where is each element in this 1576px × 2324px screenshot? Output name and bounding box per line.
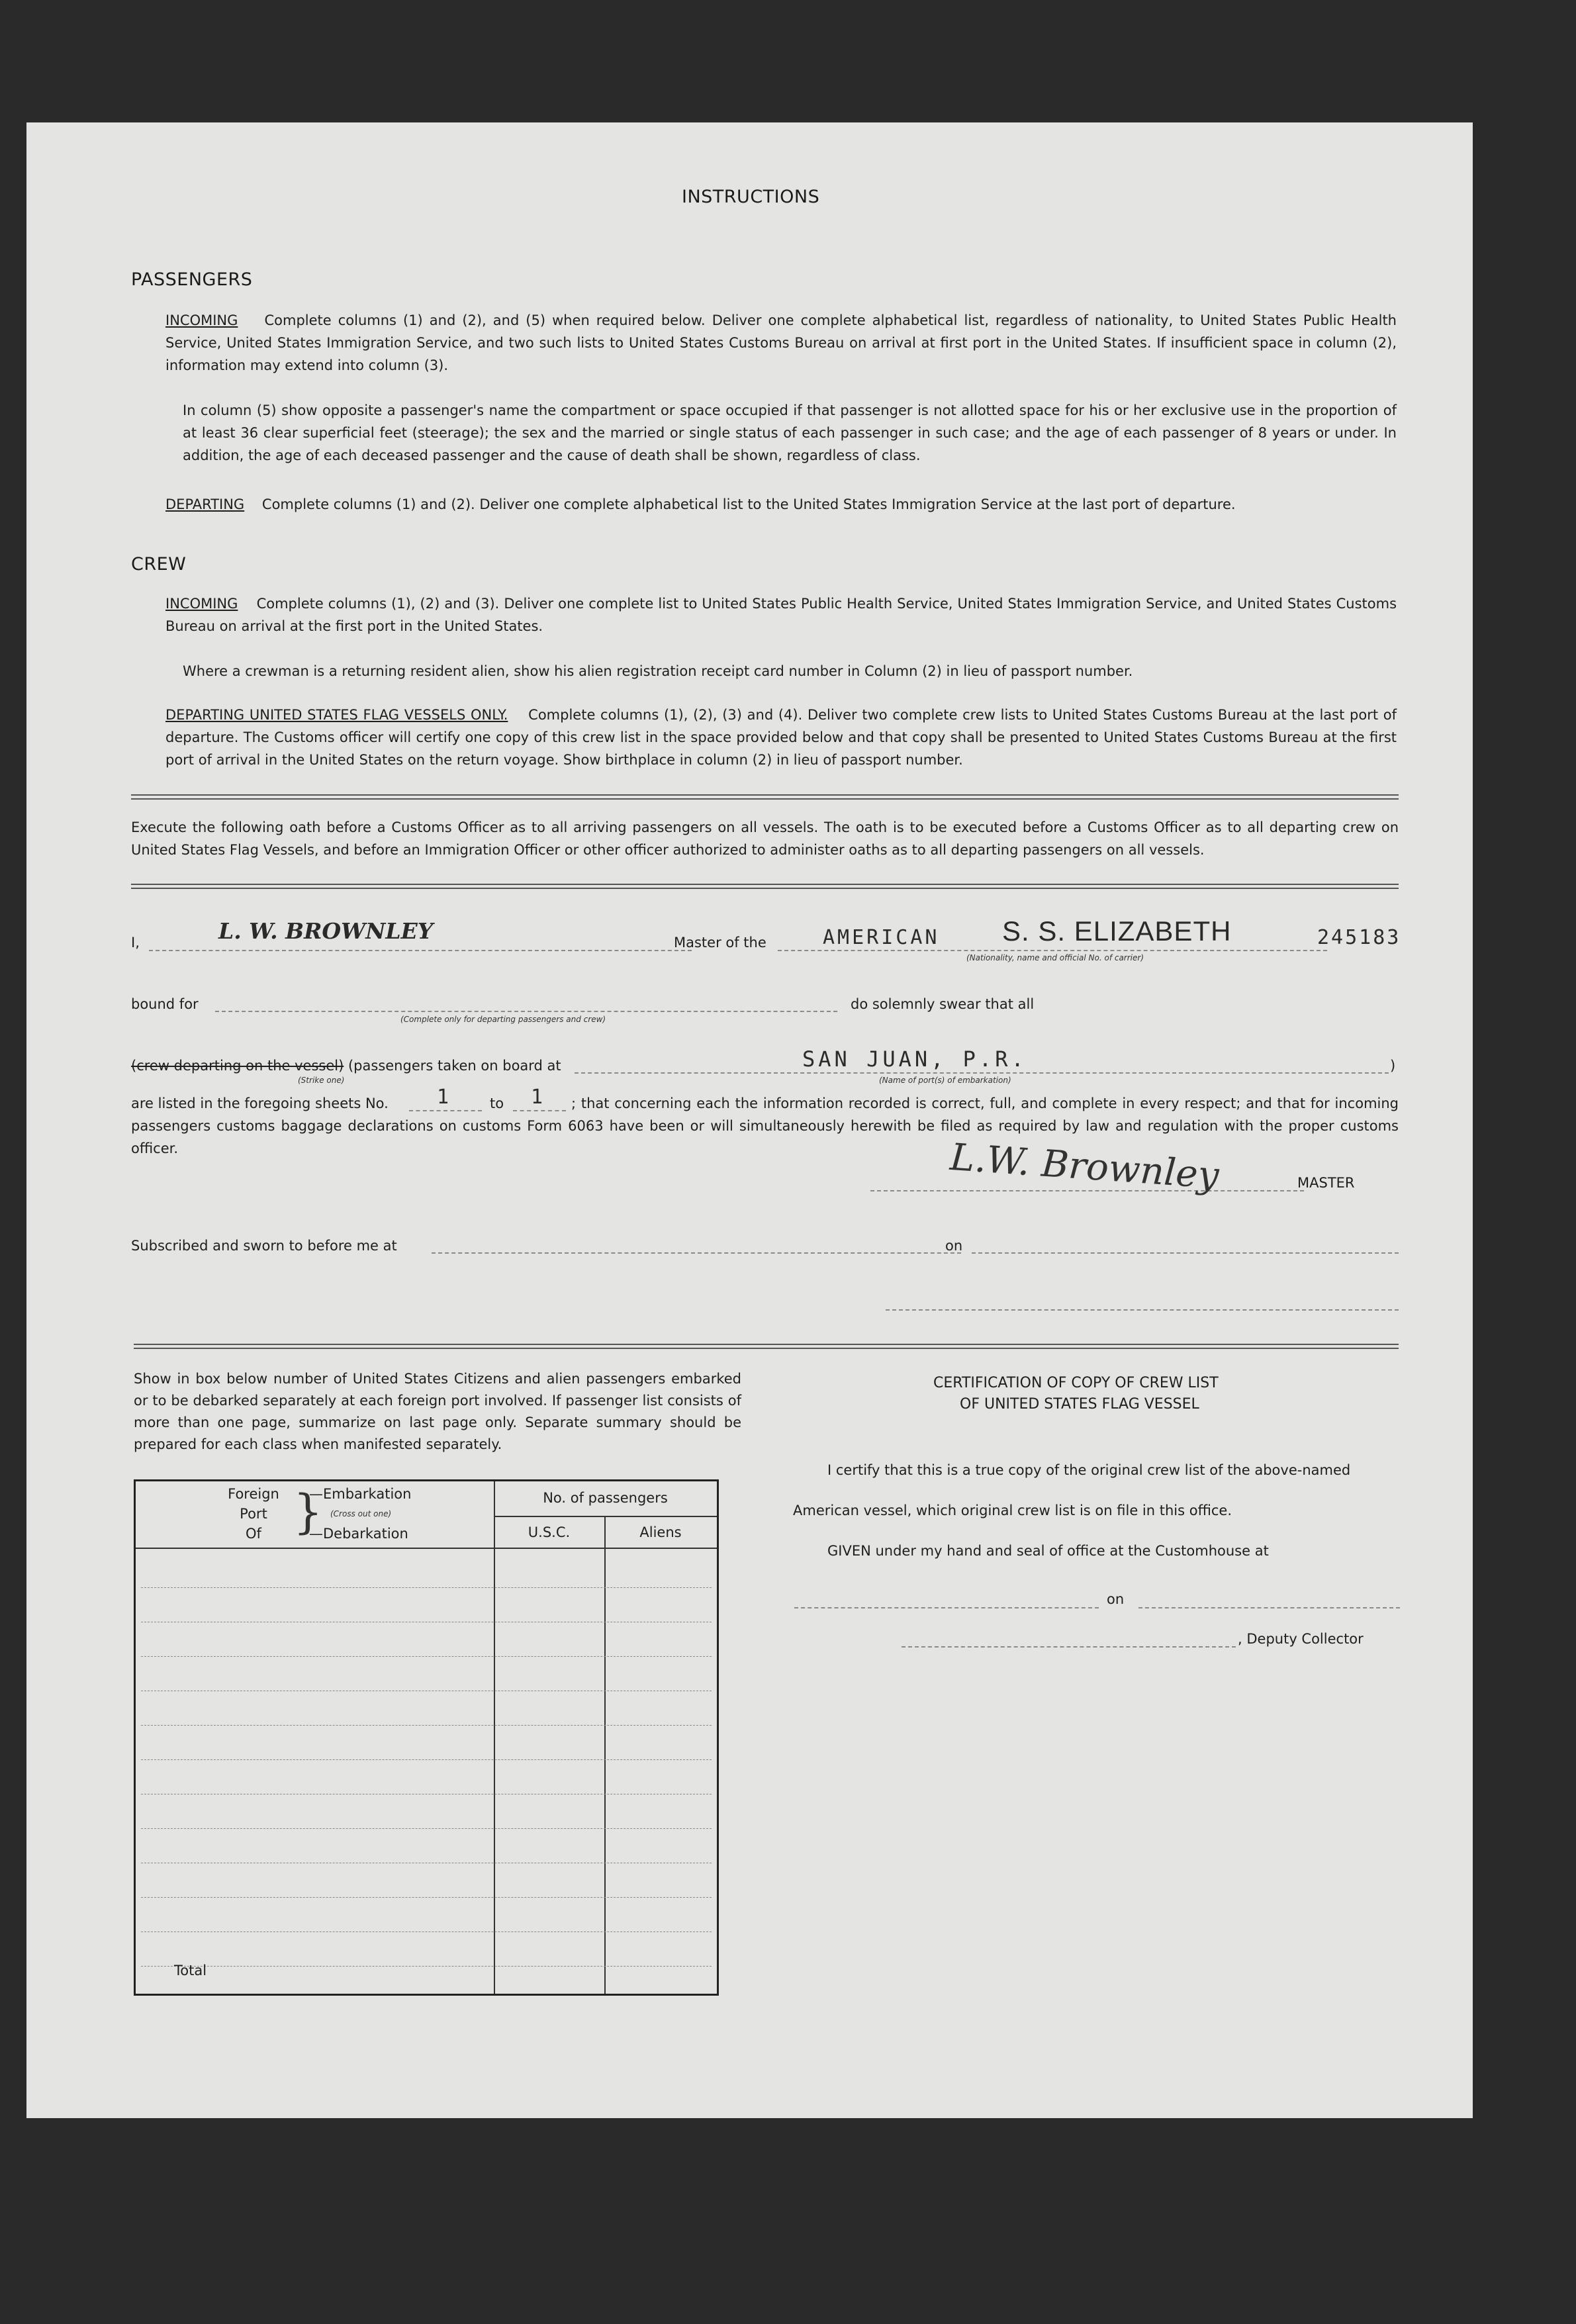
crew-heading: CREW [131,554,187,575]
oath-instruction: Execute the following oath before a Customs Officer as to all arriving passengers on all vessels. The oath is to be executed before a Customs Officer as to all departing crew on United States Flag Vessels, and before an Immigration Officer or other officer authorized to administer oaths as to all departing passengers on all vessels. [131,819,1399,858]
subscribed-place-line [432,1252,961,1254]
col-port-label: Port [240,1506,267,1522]
port-line [575,1072,1389,1074]
summary-row [141,1725,712,1726]
listed-rest: ; that concerning each the information recorded is correct, full, and complete in every respect; and that for incoming passengers customs baggage declarations on customs Form 6063 have been or will simultaneously herewith be filed as required by law and regulation with the proper customs officer. [131,1095,1399,1156]
passengers-departing-text: Complete columns (1) and (2). Deliver one complete alphabetical list to the United States Immigration Service at the last port of departure. [261,496,1236,512]
divider [131,798,1399,800]
deputy-collector-label: , Deputy Collector [1238,1631,1364,1647]
port-caption: (Name of port(s) of embarkation) [879,1076,1011,1085]
crew-departing-section [165,704,1397,771]
certification-line3: GIVEN under my hand and seal of office at the Customhouse at [827,1543,1269,1559]
usc-header: U.S.C. [528,1524,571,1540]
bound-for-label: bound for [131,996,199,1012]
strike-caption: (Strike one) [298,1076,345,1085]
certification-date-line [1138,1607,1400,1608]
divider [131,888,1399,889]
col-of-label: Of [246,1526,261,1542]
document-page [26,122,1473,2118]
no-passengers-header: No. of passengers [543,1490,668,1506]
summary-row [141,1897,712,1898]
crew-incoming-text: Complete columns (1), (2) and (3). Deliver one complete list to United States Public Health Service, United States Immigration Service, and United States Customs Bureau on arrival at the first port in the United States. [165,596,1397,634]
close-paren: ) [1390,1058,1396,1074]
certification-title-line2: OF UNITED STATES FLAG VESSEL [960,1396,1199,1413]
swear-text: do solemnly swear that all [851,996,1035,1012]
summary-row [141,1759,712,1760]
subheader-divider [494,1516,717,1517]
master-name-value: L. W. BROWNLEY [218,918,434,944]
total-label: Total [174,1963,207,1978]
certification-title-line1: CERTIFICATION OF COPY OF CREW LIST [933,1375,1219,1391]
crew-passengers-line [131,1054,561,1077]
crew-departing-text: Complete columns (1), (2), (3) and (4). Deliver two complete crew lists to United States Customs Bureau at the last port of departure. The Customs officer will certify one copy of this crew list in the space provided below and that copy shall be presented to United States Customs Bureau at the first port of arrival in the United States on the return voyage. Show birthplace in column (2) in lieu of passport number. [165,707,1397,768]
subscribed-date-line [972,1252,1399,1254]
crew-departing-option: (crew departing on the vessel) [131,1058,344,1074]
carrier-caption: (Nationality, name and official No. of carrier) [966,953,1144,962]
to-label: to [490,1095,504,1111]
debarkation-option: —Debarkation [309,1526,408,1542]
divider [134,1348,1399,1349]
crew-incoming-section [165,592,1397,637]
deputy-signature-line [902,1646,1236,1648]
carrier-line [778,950,1327,951]
summary-row [141,1656,712,1657]
certification-line1: I certify that this is a true copy of the original crew list of the above-named [827,1462,1351,1478]
divider [131,794,1399,796]
passengers-incoming-text: Complete columns (1) and (2), and (5) when required below. Deliver one complete alphabetical list, regardless of nationality, to United States Public Health Service, United States Immigration Service, and two such lists to United States Customs Bureau on arrival at first port in the United States. If insufficient space in column (2), information may extend into column (3). [165,312,1397,373]
aliens-header: Aliens [639,1524,682,1540]
crew-departing-label: DEPARTING UNITED STATES FLAG VESSELS ONLY. [165,707,508,723]
oath-i-label: I, [131,935,140,951]
summary-row [141,1587,712,1588]
summary-row [141,1966,712,1967]
subscribed-on-label: on [945,1238,963,1254]
subscribed-label: Subscribed and sworn to before me at [131,1238,397,1254]
page-title: INSTRUCTIONS [682,187,820,207]
cross-out-caption: (Cross out one) [330,1509,392,1518]
passenger-summary-table [134,1479,719,1996]
master-label: MASTER [1297,1175,1355,1191]
passengers-incoming-section [165,309,1397,377]
passengers-incoming-label: INCOMING [165,312,238,328]
bound-caption: (Complete only for departing passengers and crew) [400,1015,606,1024]
crew-incoming-label: INCOMING [165,596,238,612]
passengers-column5-text: In column (5) show opposite a passenger's name the compartment or space occupied if that passenger is not allotted space for his or her exclusive use in the proportion of at least 36 clear superficial feet (steerage); the sex and the married or single status of each passenger in such case; and the age of each passenger of 8 years or under. In addition, the age of each deceased passenger and the cause of death shall be shown, regardless of class. [183,402,1397,463]
divider [134,1344,1399,1345]
listed-text: are listed in the foregoing sheets No. [131,1095,389,1111]
divider [131,884,1399,885]
port-value: SAN JUAN, P.R. [802,1046,1027,1072]
nationality-value: AMERICAN [823,926,940,949]
master-signature: L.W. Brownley [949,1135,1221,1198]
master-name-line [149,950,692,951]
brace-icon: } [293,1485,323,1539]
summary-instructions: Show in box below number of United States Citizens and alien passengers embarked or to be debarked separately at each foreign port involved. If passenger list consists of more than one page, summarize on last page only. Separate summary should be prepared for each class when manifested separately. [134,1371,741,1452]
sheet-to-value: 1 [531,1086,543,1109]
officer-signature-line [886,1309,1399,1311]
summary-row [141,1828,712,1829]
summary-row [141,1931,712,1932]
embarkation-option: —Embarkation [309,1486,412,1502]
vessel-name-value: S. S. ELIZABETH [1002,915,1232,947]
passengers-heading: PASSENGERS [131,269,253,290]
customhouse-line [794,1607,1099,1608]
certification-on-label: on [1107,1591,1125,1607]
master-of-label: Master of the [674,935,766,951]
passengers-departing-section [165,493,1397,516]
crew-alien-text: Where a crewman is a returning resident alien, show his alien registration receipt card number in Column (2) in lieu of passport number. [183,663,1133,679]
certification-line2: American vessel, which original crew list is on file in this office. [793,1503,1232,1518]
column-divider [494,1481,495,1994]
header-divider [136,1548,717,1549]
sheet-from-value: 1 [437,1086,449,1109]
col-foreign-label: Foreign [228,1486,279,1502]
passengers-departing-label: DEPARTING [165,496,245,512]
passengers-taken-option: (passengers taken on board at [348,1058,561,1074]
bound-for-line [215,1011,837,1012]
official-no-value: 245183 [1317,926,1401,949]
signature-line [870,1190,1304,1191]
